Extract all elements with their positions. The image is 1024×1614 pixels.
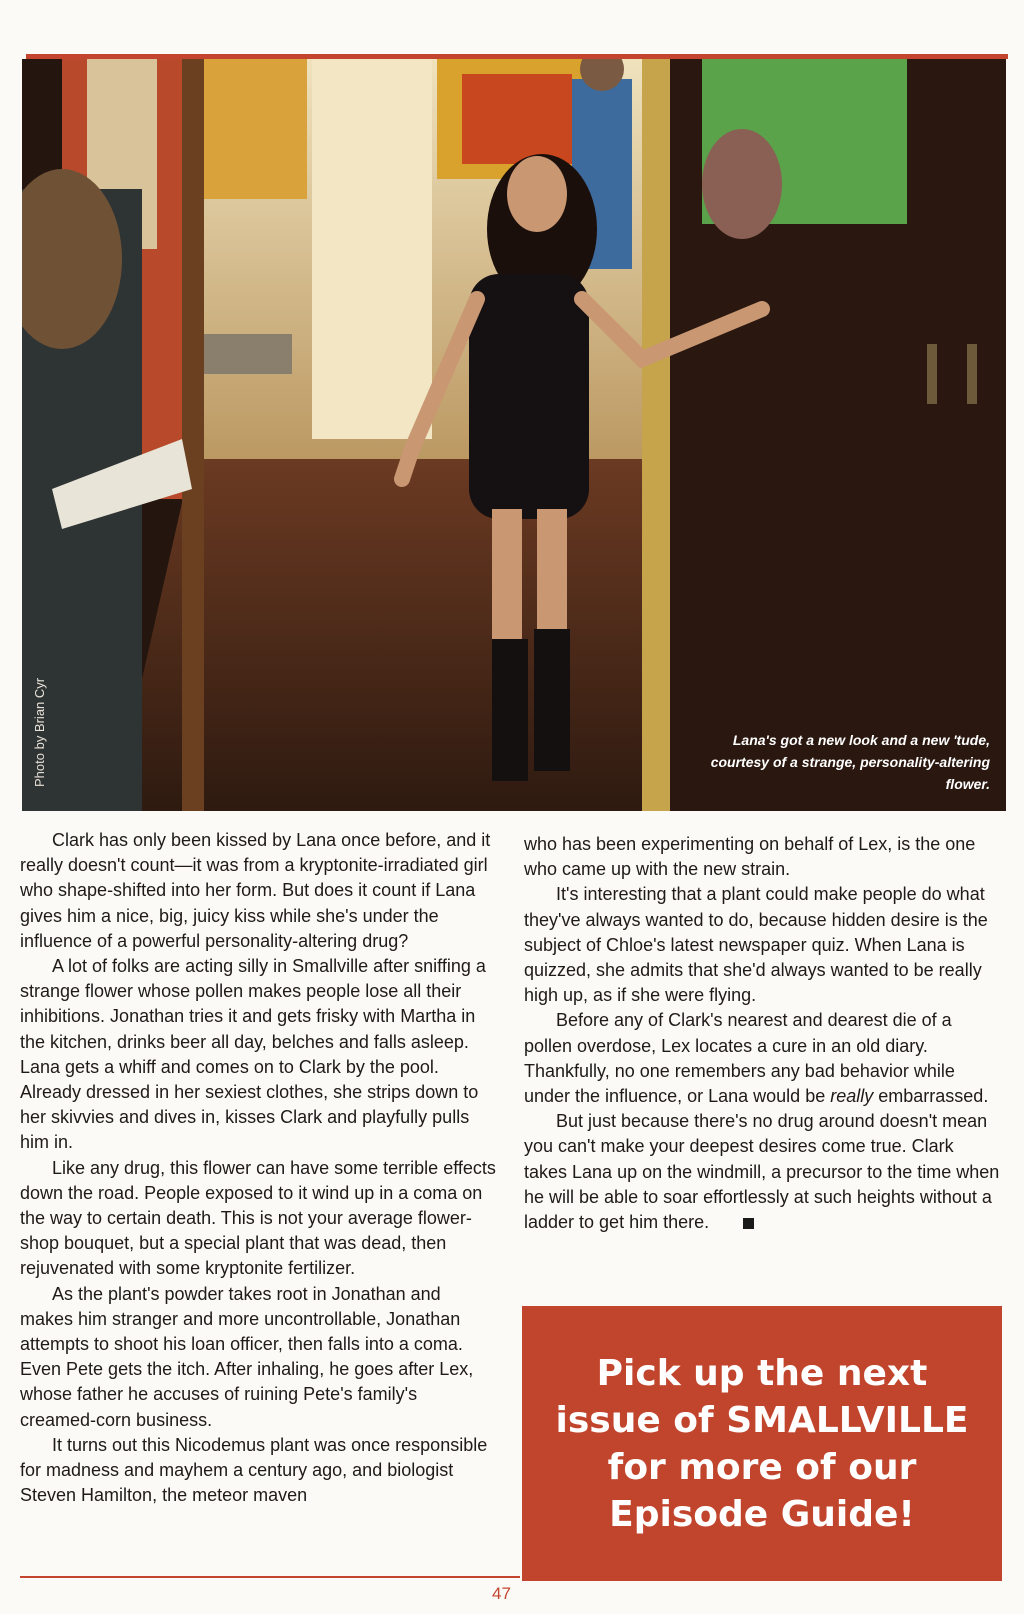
page-number: 47 bbox=[492, 1584, 511, 1603]
photo-caption: Lana's got a new look and a new 'tude, courtesy of a strange, personality-altering flower. bbox=[710, 732, 990, 792]
article-paragraph: It's interesting that a plant could make people do what they've always wanted to do, because hidden desire is the subject of Chloe's latest newspaper quiz. When Lana is quizzed, she admits that she'd always wanted to be really high up, as if she were flying. bbox=[524, 884, 988, 1006]
article-paragraph-overdose bbox=[524, 1008, 1000, 1109]
article-paragraph-last bbox=[524, 1109, 1000, 1235]
article-paragraph-continued: who has been experimenting on behalf of Lex, is the one who came up with the new strain. bbox=[524, 834, 976, 880]
article-paragraph: It turns out this Nicodemus plant was once responsible for madness and mayhem a century ago, and biologist Steven Hamilton, the meteor maven bbox=[20, 1434, 488, 1506]
article-paragraph: A lot of folks are acting silly in Smallville after sniffing a strange flower whose pollen makes people lose all their inhibitions. Jonathan tries it and gets frisky with Martha in the kitchen, drinks beer all day, belches and falls asleep. Lana gets a whiff and comes on to Clark by the pool. Already dressed in her sexiest clothes, she strips down to her skivvies and dives in, kisses Clark and playfully pulls him in. bbox=[20, 956, 486, 1153]
article-column-left bbox=[20, 828, 498, 1508]
bottom-accent-rule bbox=[20, 1576, 520, 1578]
overdose-text-end: embarrassed. bbox=[878, 1086, 989, 1107]
photo-illustration bbox=[22, 59, 1006, 811]
photo-credit: Photo by Brian Cyr bbox=[32, 677, 47, 787]
last-paragraph-text: But just because there's no drug around doesn't mean you can't make your deepest desires come true. Clark takes Lana up on the windmill, a precursor to the time when he will be able to soar effortlessly at such heights without a ladder to get him there. bbox=[524, 1111, 1000, 1233]
overdose-text-start: Before any of Clark's nearest and dearest die of a pollen overdose, Lex locates a cure in an old diary. Thankfully, no one remembers any bad behavior while under the influence, or Lana would be bbox=[524, 1010, 955, 1107]
end-of-article-square-icon bbox=[743, 1218, 754, 1229]
emphasis-really: really bbox=[830, 1086, 874, 1107]
article-paragraph: As the plant's powder takes root in Jonathan and makes him stranger and more uncontrollable, Jonathan attempts to shoot his loan officer, then falls into a coma. Even Pete gets the itch. After inhaling, he goes after Lex, whose father he accuses of ruining Pete's family's creamed-corn business. bbox=[20, 1283, 474, 1430]
episode-photo bbox=[22, 59, 1006, 811]
article-paragraph: Like any drug, this flower can have some terrible effects down the road. People exposed to it wind up in a coma on the way to certain death. This is not your average flower-shop bouquet, but a special plant that was dead, then rejuvenated with some kryptonite fertilizer. bbox=[20, 1157, 496, 1279]
article-paragraph: Clark has only been kissed by Lana once before, and it really doesn't count—it was from a kryptonite-irradiated girl who shape-shifted into her form. But does it count if Lana gives him a nice, big, juicy kiss while she's under the influence of a powerful personality-altering drug? bbox=[20, 830, 491, 951]
promo-box bbox=[522, 1306, 1002, 1581]
article-column-right bbox=[524, 832, 1000, 1235]
promo-text: Pick up the next issue of SMALLVILLE for more of our Episode Guide! bbox=[555, 1352, 969, 1535]
